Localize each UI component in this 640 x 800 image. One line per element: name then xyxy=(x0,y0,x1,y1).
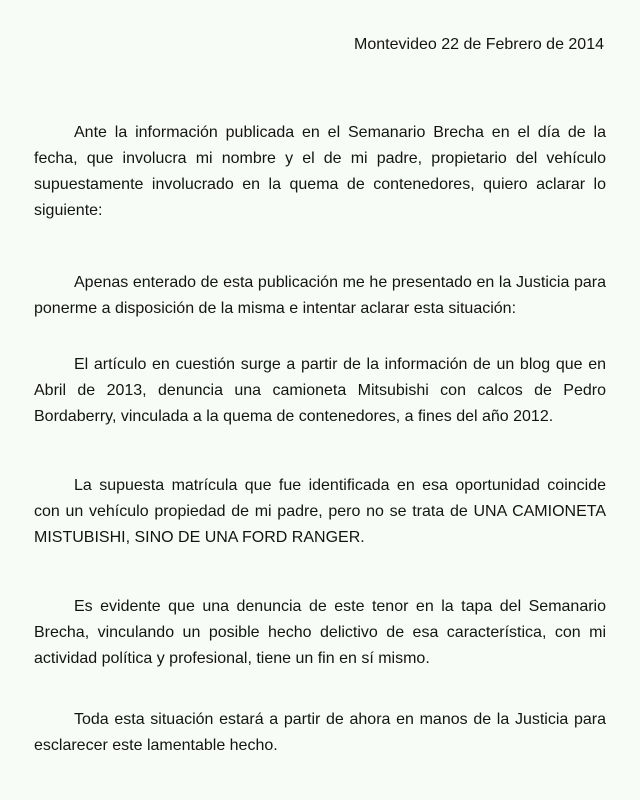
paragraph-plate: La supuesta matrícula que fue identificada en esa oportunidad coincide con un vehículo propiedad de mi padre, pero no se trata de UNA CAMIONETA MISTUBISHI, SINO DE UNA FORD RANGER. xyxy=(34,477,606,546)
paragraph-justice: Apenas enterado de esta publicación me he presentado en la Justicia para ponerme a disposición de la misma e intentar aclarar esta situación: xyxy=(34,274,606,317)
paragraph-intro: Ante la información publicada en el Semanario Brecha en el día de la fecha, que involucra mi nombre y el de mi padre, propietario del vehículo supuestamente involucrado en la quema de contenedores, quiero aclarar lo siguiente: xyxy=(34,124,606,219)
date-line: Montevideo 22 de Febrero de 2014 xyxy=(354,36,604,53)
paragraph-article: El artículo en cuestión surge a partir de la información de un blog que en Abril de 2013, denuncia una camioneta Mitsubishi con calcos de Pedro Bordaberry, vinculada a la quema de contenedores, a fines del año 2012. xyxy=(34,356,606,425)
paragraph-closing: Toda esta situación estará a partir de ahora en manos de la Justicia para esclarecer este lamentable hecho. xyxy=(34,711,606,754)
paragraph-complaint: Es evidente que una denuncia de este tenor en la tapa del Semanario Brecha, vinculando un posible hecho delictivo de esa característica, con mi actividad política y profesional, tiene un fin en sí mismo. xyxy=(34,598,606,667)
